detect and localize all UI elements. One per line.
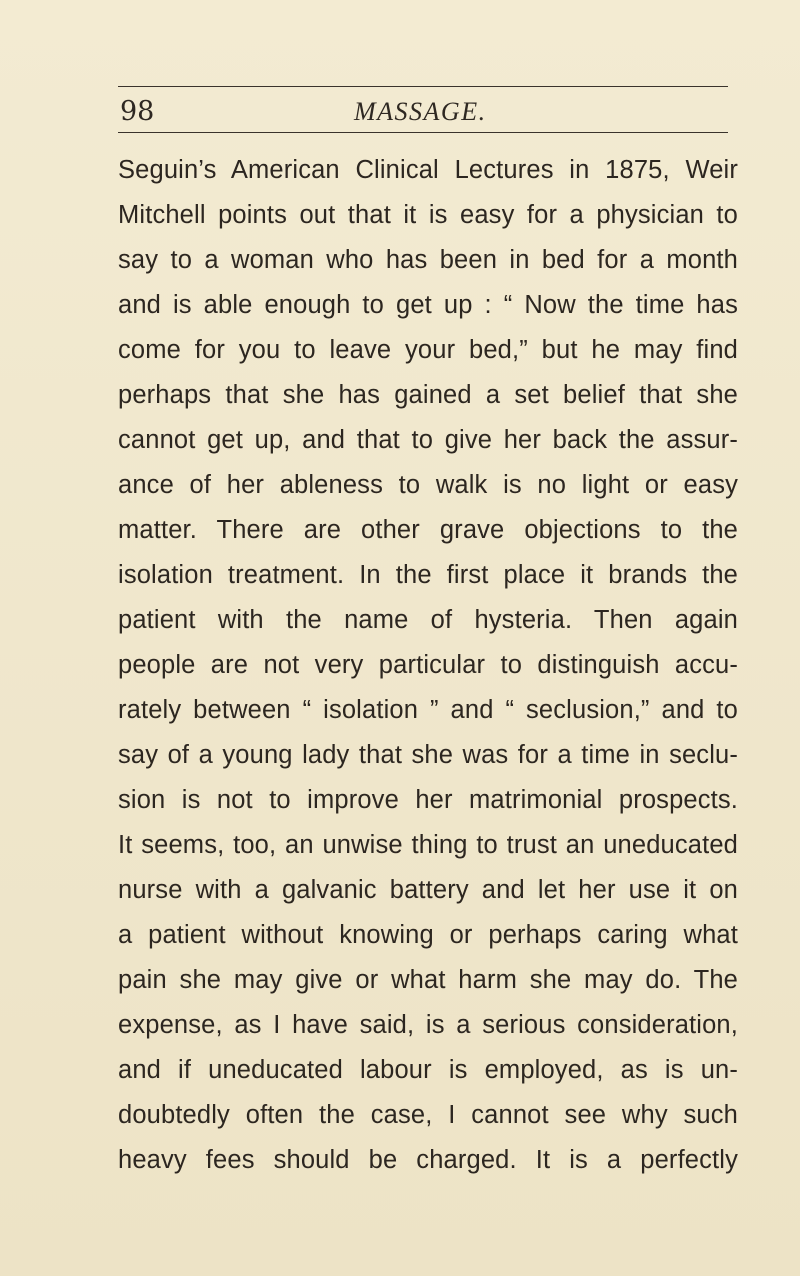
text-line: matter. There are other grave objections to the	[118, 516, 738, 544]
text-line: and if uneducated labour is employed, as is un-	[118, 1056, 738, 1084]
page-number: 98	[120, 96, 155, 127]
text-line: expense, as I have said, is a serious consideration,	[118, 1011, 738, 1039]
text-line: say to a woman who has been in bed for a month	[118, 246, 738, 274]
text-line: pain she may give or what harm she may do. The	[118, 966, 738, 994]
text-line: patient with the name of hysteria. Then again	[118, 606, 738, 634]
text-line: rately between “ isolation ” and “ seclusion,” and to	[118, 696, 738, 724]
text-line: cannot get up, and that to give her back the assur-	[118, 426, 738, 454]
text-line: It seems, too, an unwise thing to trust an uneducated	[118, 831, 738, 859]
text-line: say of a young lady that she was for a time in seclu-	[118, 741, 738, 769]
body-text	[118, 148, 738, 1183]
text-line: isolation treatment. In the first place it brands the	[118, 561, 738, 589]
text-line: sion is not to improve her matrimonial prospects.	[118, 786, 738, 814]
text-line: nurse with a galvanic battery and let her use it on	[118, 876, 738, 904]
text-line: perhaps that she has gained a set belief that she	[118, 381, 738, 409]
text-line: Mitchell points out that it is easy for a physician to	[118, 201, 738, 229]
text-line: people are not very particular to distinguish accu-	[118, 651, 738, 679]
text-line: doubtedly often the case, I cannot see why such	[118, 1101, 738, 1129]
header-top-rule	[118, 86, 728, 87]
header-bottom-rule	[118, 132, 728, 133]
text-line: heavy fees should be charged. It is a perfectly	[118, 1146, 738, 1174]
page-header	[118, 94, 728, 130]
text-line: come for you to leave your bed,” but he may find	[118, 336, 738, 364]
text-line: ance of her ableness to walk is no light or easy	[118, 471, 738, 499]
text-line: and is able enough to get up : “ Now the time has	[118, 291, 738, 319]
text-line: a patient without knowing or perhaps caring what	[118, 921, 738, 949]
text-line: Seguin’s American Clinical Lectures in 1875, Weir	[118, 156, 738, 184]
running-head: MASSAGE.	[354, 97, 487, 126]
